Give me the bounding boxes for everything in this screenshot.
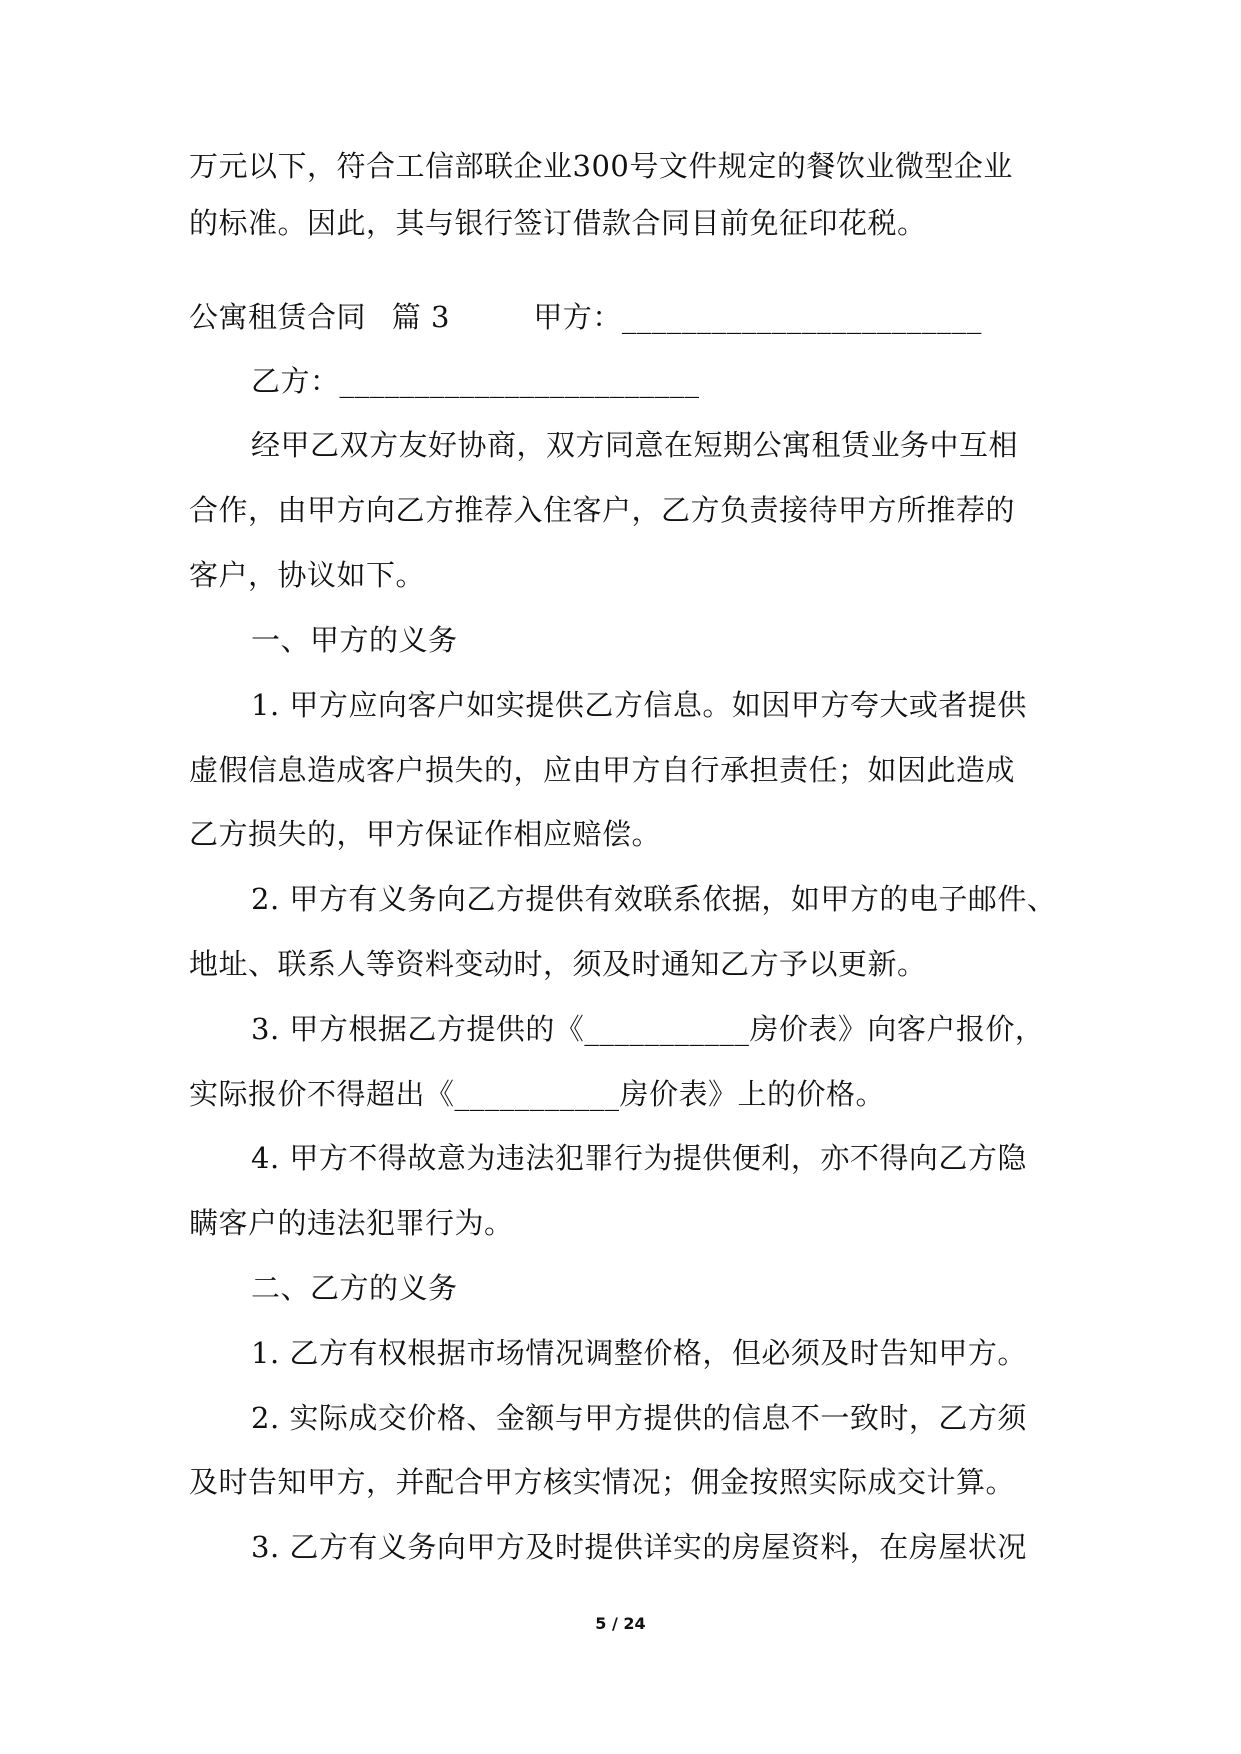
- text-line: 经甲乙双方友好协商，双方同意在短期公寓租赁业务中互相: [251, 428, 1019, 462]
- text-line: 乙方损失的，甲方保证作相应赔偿。: [189, 817, 662, 851]
- contract-title: 公寓租赁合同: [189, 300, 367, 334]
- text-line: 4. 甲方不得故意为违法犯罪行为提供便利，亦不得向乙方隐: [251, 1141, 1027, 1175]
- text-line: 1. 乙方有权根据市场情况调整价格，但必须及时告知甲方。: [251, 1336, 1027, 1370]
- text-line: 及时告知甲方，并配合甲方核实情况；佣金按照实际成交计算。: [189, 1465, 1016, 1499]
- text-line: 虚假信息造成客户损失的，应由甲方自行承担责任；如因此造成: [189, 753, 1016, 787]
- party-a-line: 甲方：________________________: [533, 300, 982, 334]
- text-line: 地址、联系人等资料变动时，须及时通知乙方予以更新。: [189, 947, 927, 981]
- section-heading: 二、乙方的义务: [251, 1271, 458, 1305]
- text-line: 1. 甲方应向客户如实提供乙方信息。如因甲方夸大或者提供: [251, 688, 1027, 722]
- text-line: 瞒客户的违法犯罪行为。: [189, 1206, 514, 1240]
- text-line: 实际报价不得超出《___________房价表》上的价格。: [189, 1077, 886, 1111]
- section-heading-line: [189, 297, 1069, 337]
- text-line: 客户，协议如下。: [189, 558, 426, 592]
- text-line: 合作，由甲方向乙方推荐入住客户，乙方负责接待甲方所推荐的: [189, 493, 1016, 527]
- party-b-line: 乙方：________________________: [251, 364, 700, 398]
- text-line: 2. 实际成交价格、金额与甲方提供的信息不一致时，乙方须: [251, 1401, 1027, 1435]
- text-line: 2. 甲方有义务向乙方提供有效联系依据，如甲方的电子邮件、: [251, 882, 1057, 916]
- page-number: 5 / 24: [595, 1614, 646, 1633]
- text-line: 3. 甲方根据乙方提供的《___________房价表》向客户报价，: [251, 1012, 1045, 1046]
- text-line: 万元以下，符合工信部联企业300号文件规定的餐饮业微型企业: [189, 149, 1013, 183]
- section-heading: 一、甲方的义务: [251, 623, 458, 657]
- text-line: 3. 乙方有义务向甲方及时提供详实的房屋资料，在房屋状况: [251, 1530, 1027, 1564]
- text-line: 的标准。因此，其与银行签订借款合同目前免征印花税。: [189, 206, 927, 240]
- contract-part: 篇 3: [391, 300, 450, 334]
